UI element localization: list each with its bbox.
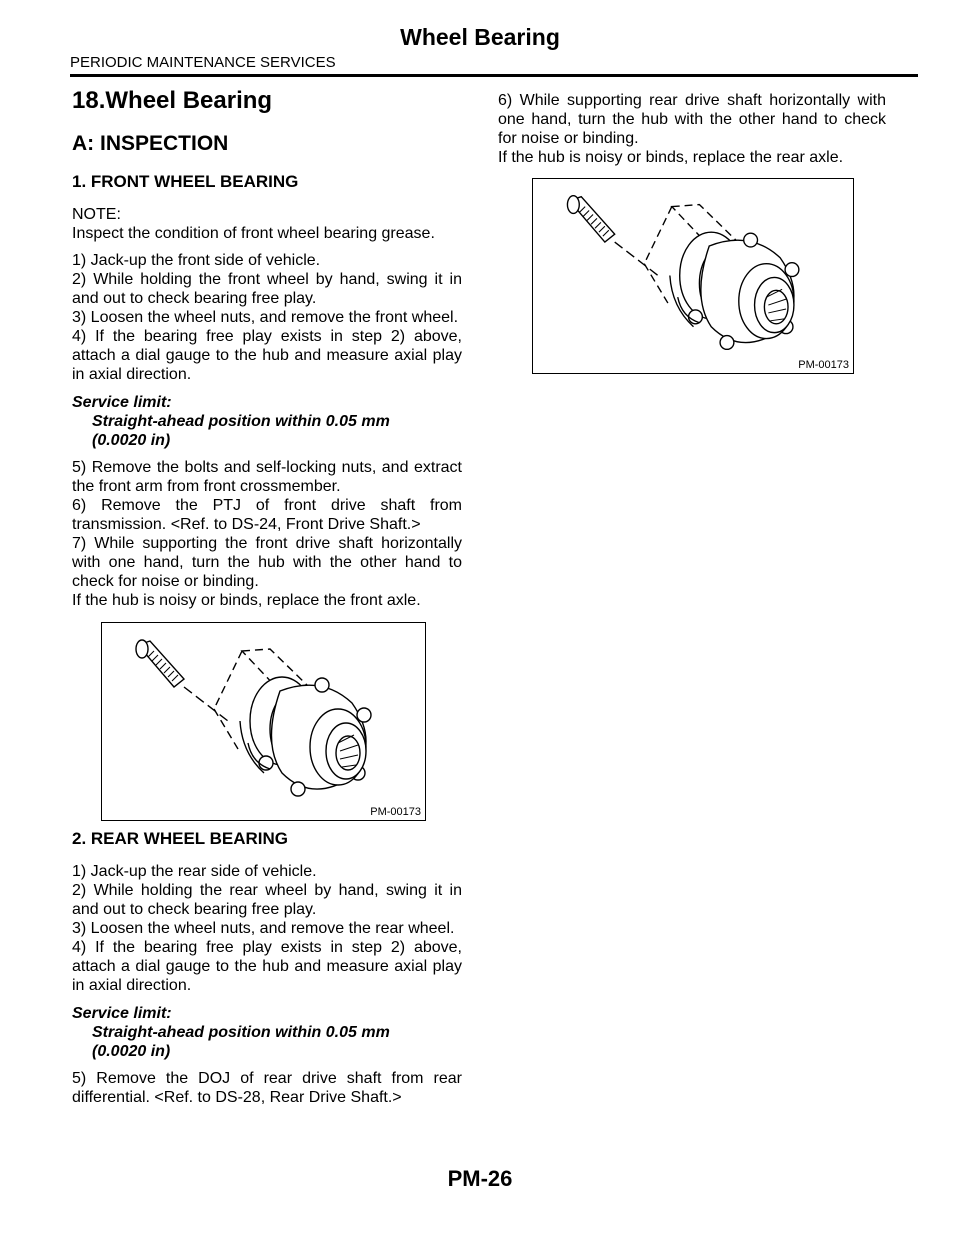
section-title-text: Wheel Bearing [105,87,273,114]
note-text: Inspect the condition of front wheel bearing grease. [72,225,435,242]
service-limit-value-imperial: (0.0020 in) [92,1043,171,1060]
service-limit-label: Service limit: [72,394,172,411]
hub-illustration [533,179,853,373]
page-header-title: Wheel Bearing [400,24,560,50]
rear-step-3: 3) Loosen the wheel nuts, and remove the rear wheel. [72,920,455,937]
service-limit-label: Service limit: [72,1005,172,1022]
right-column [498,91,886,167]
front-service-limit [72,393,462,450]
front-step-7: 7) While supporting the front drive shaft horizontally with one hand, turn the hub with the other hand to check for noise or binding. [72,535,462,590]
section-number: 18. [72,87,106,114]
front-step-6: 6) Remove the PTJ of front drive shaft from transmission. <Ref. to DS-24, Front Drive Shaft.> [72,497,462,533]
front-bearing-heading: 1. FRONT WHEEL BEARING [72,172,299,191]
rear-step-1: 1) Jack-up the rear side of vehicle. [72,863,317,880]
front-step-2: 2) While holding the front wheel by hand, swing it in and out to check bearing free play. [72,271,462,307]
section-title [72,86,462,115]
figure-id: PM-00173 [798,359,849,371]
figure-id: PM-00173 [370,806,421,818]
rear-step-4: 4) If the bearing free play exists in step 2) above, attach a dial gauge to the hub and measure axial play in axial direction. [72,939,462,994]
page-number: PM-26 [447,1166,513,1191]
front-hub-figure [101,622,426,821]
front-step-4: 4) If the bearing free play exists in step 2) above, attach a dial gauge to the hub and measure axial play in axial direction. [72,328,462,383]
page-header-section: PERIODIC MAINTENANCE SERVICES [70,54,336,71]
hub-illustration [102,623,425,820]
service-limit-value: Straight-ahead position within 0.05 mm [92,413,390,430]
rear-axle-note: If the hub is noisy or binds, replace the rear axle. [498,149,844,166]
rear-bearing-heading: 2. REAR WHEEL BEARING [72,829,288,848]
rear-service-limit [72,1004,462,1061]
left-column [72,86,462,610]
service-limit-value: Straight-ahead position within 0.05 mm [92,1024,390,1041]
rear-step-6: 6) While supporting rear drive shaft horizontally with one hand, turn the hub with the other hand to check for noise or binding. [498,92,886,147]
front-step-3: 3) Loosen the wheel nuts, and remove the front wheel. [72,309,459,326]
rear-step-2: 2) While holding the rear wheel by hand, swing it in and out to check bearing free play. [72,882,462,918]
note-label: NOTE: [72,206,121,223]
rear-step-5: 5) Remove the DOJ of rear drive shaft from rear differential. <Ref. to DS-28, Rear Drive Shaft.> [72,1070,462,1106]
rear-section [72,829,462,1107]
header-rule [70,74,918,77]
rear-hub-figure [532,178,854,374]
front-step-1: 1) Jack-up the front side of vehicle. [72,252,321,269]
inspection-heading: A: INSPECTION [72,132,229,155]
service-limit-value-imperial: (0.0020 in) [92,432,171,449]
front-step-5: 5) Remove the bolts and self-locking nuts, and extract the front arm from front crossmember. [72,459,462,495]
front-axle-note: If the hub is noisy or binds, replace the front axle. [72,592,421,609]
